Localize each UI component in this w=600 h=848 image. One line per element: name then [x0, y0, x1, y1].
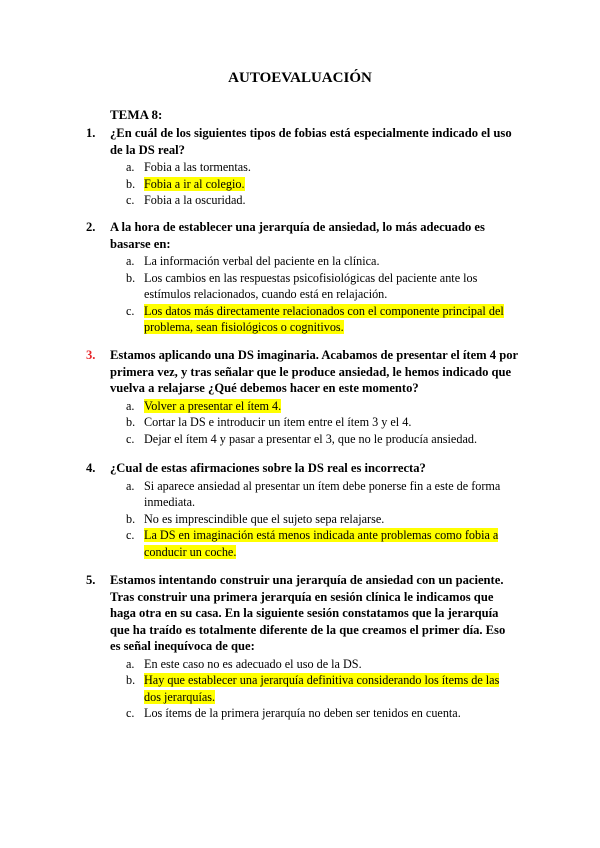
answer-option: [86, 656, 518, 673]
option-text: Si aparece ansiedad al presentar un ítem debe ponerse fin a este de forma inmediata.: [144, 478, 501, 509]
page-title: AUTOEVALUACIÓN: [228, 70, 372, 86]
option-text: La información verbal del paciente en la clínica.: [144, 254, 380, 268]
option-letter: b.: [126, 270, 136, 285]
question-text: ¿Cual de estas afirmaciones sobre la DS real es incorrecta?: [110, 461, 426, 475]
option-letter: c.: [126, 706, 135, 720]
question-number: 5.: [86, 573, 96, 587]
answer-option-highlighted: [86, 176, 518, 193]
answer-option-highlighted: [86, 303, 518, 336]
answer-option: [86, 414, 518, 431]
question-number: 4.: [86, 461, 96, 475]
question-3: [86, 347, 518, 447]
option-text: Fobia a ir al colegio.: [144, 176, 245, 191]
option-text: Volver a presentar el ítem 4.: [144, 398, 282, 413]
option-text: Hay que establecer una jerarquía definitiva considerando los ítems de las dos jerarquías.: [144, 673, 500, 704]
option-text: Fobia a las tormentas.: [144, 160, 251, 174]
option-text: Los cambios en las respuestas psicofisiológicas del paciente ante los estímulos relacionados, cuando está en relajación.: [144, 270, 478, 301]
question-number: 3.: [86, 348, 96, 362]
question-5: [86, 572, 518, 722]
option-text: Dejar el ítem 4 y pasar a presentar el 3, que no le producía ansiedad.: [144, 431, 477, 446]
question-number: 1.: [86, 126, 96, 140]
option-letter: c.: [126, 193, 135, 207]
option-text: En este caso no es adecuado el uso de la DS.: [144, 656, 362, 671]
answer-option-highlighted: [86, 527, 518, 560]
answer-option-highlighted: [86, 672, 518, 705]
answer-option: [86, 478, 518, 511]
option-letter: c.: [126, 528, 135, 542]
question-4: [86, 460, 518, 560]
question-text: Estamos aplicando una DS imaginaria. Acabamos de presentar el ítem 4 por primera vez, y tras señalar que le produce ansiedad, le hemos indicado que vuelva a relajarse ¿Qué debemos hacer en este momento?: [110, 348, 518, 395]
option-text: No es imprescindible que el sujeto sepa relajarse.: [144, 511, 385, 526]
option-text: Fobia a la oscuridad.: [144, 193, 246, 207]
section-heading: TEMA 8:: [110, 107, 163, 122]
option-letter: c.: [126, 303, 135, 318]
option-text: Los datos más directamente relacionados con el componente principal del problema, sean fisiológicos o cognitivos.: [144, 303, 504, 334]
option-text: La DS en imaginación está menos indicada ante problemas como fobia a conducir un coche.: [144, 528, 499, 559]
question-number: 2.: [86, 220, 96, 234]
answer-option: [86, 159, 518, 176]
answer-option: [86, 511, 518, 528]
option-letter: b.: [126, 415, 136, 429]
option-text: Los ítems de la primera jerarquía no deben ser tenidos en cuenta.: [144, 706, 461, 720]
question-2: [86, 219, 518, 336]
answer-option: [86, 705, 518, 722]
option-letter: c.: [126, 431, 135, 446]
answer-option: [86, 253, 518, 270]
option-letter: a.: [126, 254, 135, 268]
answer-option: [86, 431, 518, 448]
answer-option: [86, 192, 518, 209]
option-text: Cortar la DS e introducir un ítem entre el ítem 3 y el 4.: [144, 415, 412, 429]
answer-option: [86, 270, 518, 303]
option-letter: b.: [126, 673, 136, 687]
question-text: ¿En cuál de los siguientes tipos de fobias está especialmente indicado el uso de la DS real?: [110, 126, 512, 157]
option-letter: a.: [126, 478, 135, 493]
option-letter: b.: [126, 176, 136, 191]
question-text: Estamos intentando construir una jerarquía de ansiedad con un paciente. Tras construir una primera jerarquía en sesión clínica le indicamos que haga otra en su casa. En la siguiente sesión constatamos que la jerarquía que ha traído es totalmente diferente de la que creamos el primer día. Eso es señal inequívoca de que:: [110, 573, 506, 653]
question-1: [86, 125, 518, 209]
option-letter: a.: [126, 656, 135, 671]
option-letter: a.: [126, 160, 135, 174]
answer-option-highlighted: [86, 398, 518, 415]
question-text: A la hora de establecer una jerarquía de ansiedad, lo más adecuado es basarse en:: [110, 220, 485, 251]
option-letter: b.: [126, 511, 136, 526]
option-letter: a.: [126, 398, 135, 413]
